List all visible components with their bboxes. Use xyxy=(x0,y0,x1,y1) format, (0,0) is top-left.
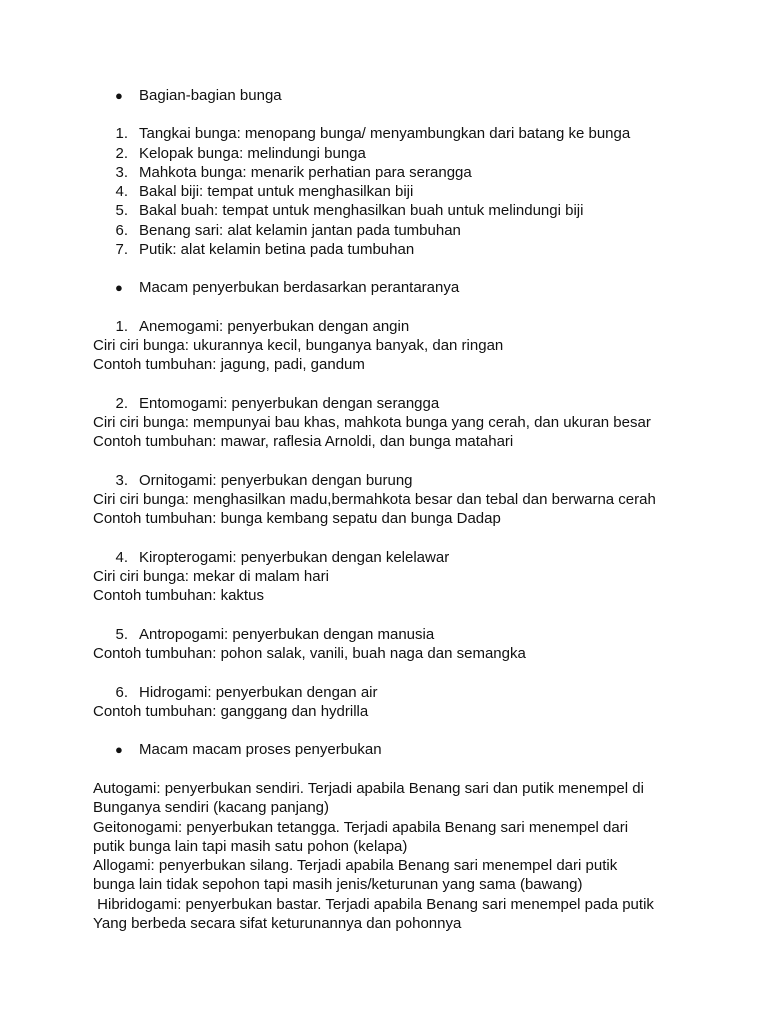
paragraph-line: Hibridogami: penyerbukan bastar. Terjadi apabila Benang sari menempel pada putik xyxy=(93,896,654,913)
list-number: 3. xyxy=(115,164,128,181)
entry-title: Antropogami: penyerbukan dengan manusia xyxy=(139,626,435,643)
list-item: Tangkai bunga: menopang bunga/ menyambungkan dari batang ke bunga xyxy=(139,125,631,142)
list-item: Benang sari: alat kelamin jantan pada tumbuhan xyxy=(139,222,461,239)
entry-ciri: Ciri ciri bunga: ukurannya kecil, bunganya banyak, dan ringan xyxy=(93,337,504,354)
paragraph-line: bunga lain tidak sepohon tapi masih jenis/keturunan yang sama (bawang) xyxy=(93,876,583,893)
list-item: Putik: alat kelamin betina pada tumbuhan xyxy=(139,241,415,258)
entry-contoh: Contoh tumbuhan: ganggang dan hydrilla xyxy=(93,703,369,720)
list-number: 2. xyxy=(115,145,128,162)
entry-title: Kiropterogami: penyerbukan dengan kelelawar xyxy=(139,549,450,566)
entry-number: 5. xyxy=(115,626,128,643)
paragraph-line: Bunganya sendiri (kacang panjang) xyxy=(93,799,329,816)
entry-number: 3. xyxy=(115,472,128,489)
bullet-icon: ● xyxy=(115,280,123,295)
list-number: 5. xyxy=(115,202,128,219)
entry-number: 2. xyxy=(115,395,128,412)
entry-contoh: Contoh tumbuhan: bunga kembang sepatu dan bunga Dadap xyxy=(93,510,501,527)
entry-contoh: Contoh tumbuhan: mawar, raflesia Arnoldi, dan bunga matahari xyxy=(93,433,514,450)
paragraph-line: Allogami: penyerbukan silang. Terjadi apabila Benang sari menempel dari putik xyxy=(93,857,618,874)
list-item: Mahkota bunga: menarik perhatian para serangga xyxy=(139,164,472,181)
entry-contoh: Contoh tumbuhan: jagung, padi, gandum xyxy=(93,356,365,373)
entry-contoh: Contoh tumbuhan: kaktus xyxy=(93,587,264,604)
list-item: Kelopak bunga: melindungi bunga xyxy=(139,145,366,162)
entry-ciri: Ciri ciri bunga: mekar di malam hari xyxy=(93,568,329,585)
list-number: 6. xyxy=(115,222,128,239)
section-heading: Macam penyerbukan berdasarkan perantaranya xyxy=(139,279,460,296)
entry-ciri: Ciri ciri bunga: mempunyai bau khas, mahkota bunga yang cerah, dan ukuran besar xyxy=(93,414,651,431)
paragraph-line: Yang berbeda secara sifat keturunannya dan pohonnya xyxy=(93,915,462,932)
list-item: Bakal buah: tempat untuk menghasilkan buah untuk melindungi biji xyxy=(139,202,584,219)
entry-number: 6. xyxy=(115,684,128,701)
entry-title: Entomogami: penyerbukan dengan serangga xyxy=(139,395,440,412)
paragraph-line: Autogami: penyerbukan sendiri. Terjadi apabila Benang sari dan putik menempel di xyxy=(93,780,644,797)
bullet-icon: ● xyxy=(115,88,123,103)
section-heading: Bagian-bagian bunga xyxy=(139,87,282,104)
list-number: 4. xyxy=(115,183,128,200)
bullet-icon: ● xyxy=(115,742,123,757)
list-item: Bakal biji: tempat untuk menghasilkan biji xyxy=(139,183,414,200)
paragraph-line: putik bunga lain tapi masih satu pohon (kelapa) xyxy=(93,838,408,855)
entry-title: Anemogami: penyerbukan dengan angin xyxy=(139,318,410,335)
paragraph-line: Geitonogami: penyerbukan tetangga. Terjadi apabila Benang sari menempel dari xyxy=(93,819,629,836)
list-number: 1. xyxy=(115,125,128,142)
entry-number: 4. xyxy=(115,549,128,566)
entry-title: Ornitogami: penyerbukan dengan burung xyxy=(139,472,413,489)
entry-ciri: Ciri ciri bunga: menghasilkan madu,bermahkota besar dan tebal dan berwarna cerah xyxy=(93,491,656,508)
entry-title: Hidrogami: penyerbukan dengan air xyxy=(139,684,378,701)
list-number: 7. xyxy=(115,241,128,258)
section-heading: Macam macam proses penyerbukan xyxy=(139,741,382,758)
entry-contoh: Contoh tumbuhan: pohon salak, vanili, buah naga dan semangka xyxy=(93,645,526,662)
entry-number: 1. xyxy=(115,318,128,335)
